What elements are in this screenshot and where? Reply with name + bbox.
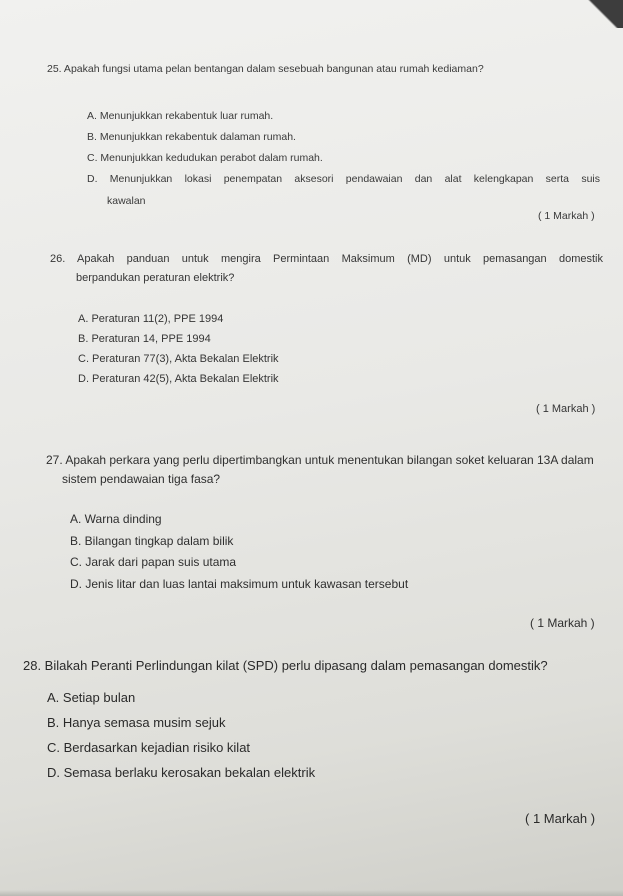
option-d: D. Menunjukkan lokasi penempatan aksesori pendawaian dan alat kelengkapan serta suis	[87, 173, 600, 185]
marks-label: ( 1 Markah )	[530, 616, 595, 630]
option-c: C. Jarak dari papan suis utama	[70, 555, 237, 569]
question-text: 28. Bilakah Peranti Perlindungan kilat (SPD) perlu dipasang dalam pemasangan domestik?	[23, 658, 548, 673]
option-c: C. Berdasarkan kejadian risiko kilat	[47, 740, 251, 755]
option-a: A. Menunjukkan rekabentuk luar rumah.	[87, 110, 274, 122]
option-a: A. Peraturan 11(2), PPE 1994	[78, 313, 224, 325]
option-d: D. Peraturan 42(5), Akta Bekalan Elektrik	[78, 373, 279, 385]
marks-label: ( 1 Markah )	[525, 811, 596, 826]
question-text: 25. Apakah fungsi utama pelan bentangan dalam sesebuah bangunan atau rumah kediaman?	[47, 63, 484, 75]
marks-label: ( 1 Markah )	[538, 210, 595, 222]
option-c: C. Peraturan 77(3), Akta Bekalan Elektrik	[78, 353, 279, 365]
question-text-continuation: sistem pendawaian tiga fasa?	[62, 472, 221, 486]
question-text: 27. Apakah perkara yang perlu dipertimbangkan untuk menentukan bilangan soket keluaran 13A dalam	[46, 453, 594, 467]
option-c: C. Menunjukkan kedudukan perabot dalam rumah.	[87, 152, 323, 164]
option-a: A. Warna dinding	[70, 512, 162, 526]
option-d: D. Jenis litar dan luas lantai maksimum untuk kawasan tersebut	[70, 577, 409, 591]
option-b: B. Peraturan 14, PPE 1994	[78, 333, 211, 345]
option-b: B. Menunjukkan rekabentuk dalaman rumah.	[87, 131, 296, 143]
marks-label: ( 1 Markah )	[536, 403, 596, 415]
question-text-continuation: berpandukan peraturan elektrik?	[76, 272, 235, 284]
option-a: A. Setiap bulan	[47, 690, 136, 705]
question-text: 26. Apakah panduan untuk mengira Permintaan Maksimum (MD) untuk pemasangan domestik	[50, 253, 603, 265]
option-b: B. Bilangan tingkap dalam bilik	[70, 534, 234, 548]
paper-shadow-corner	[583, 0, 623, 28]
paper-bottom-edge	[0, 890, 623, 896]
option-b: B. Hanya semasa musim sejuk	[47, 715, 226, 730]
option-d-continuation: kawalan	[107, 195, 146, 207]
option-d: D. Semasa berlaku kerosakan bekalan elektrik	[47, 765, 316, 780]
